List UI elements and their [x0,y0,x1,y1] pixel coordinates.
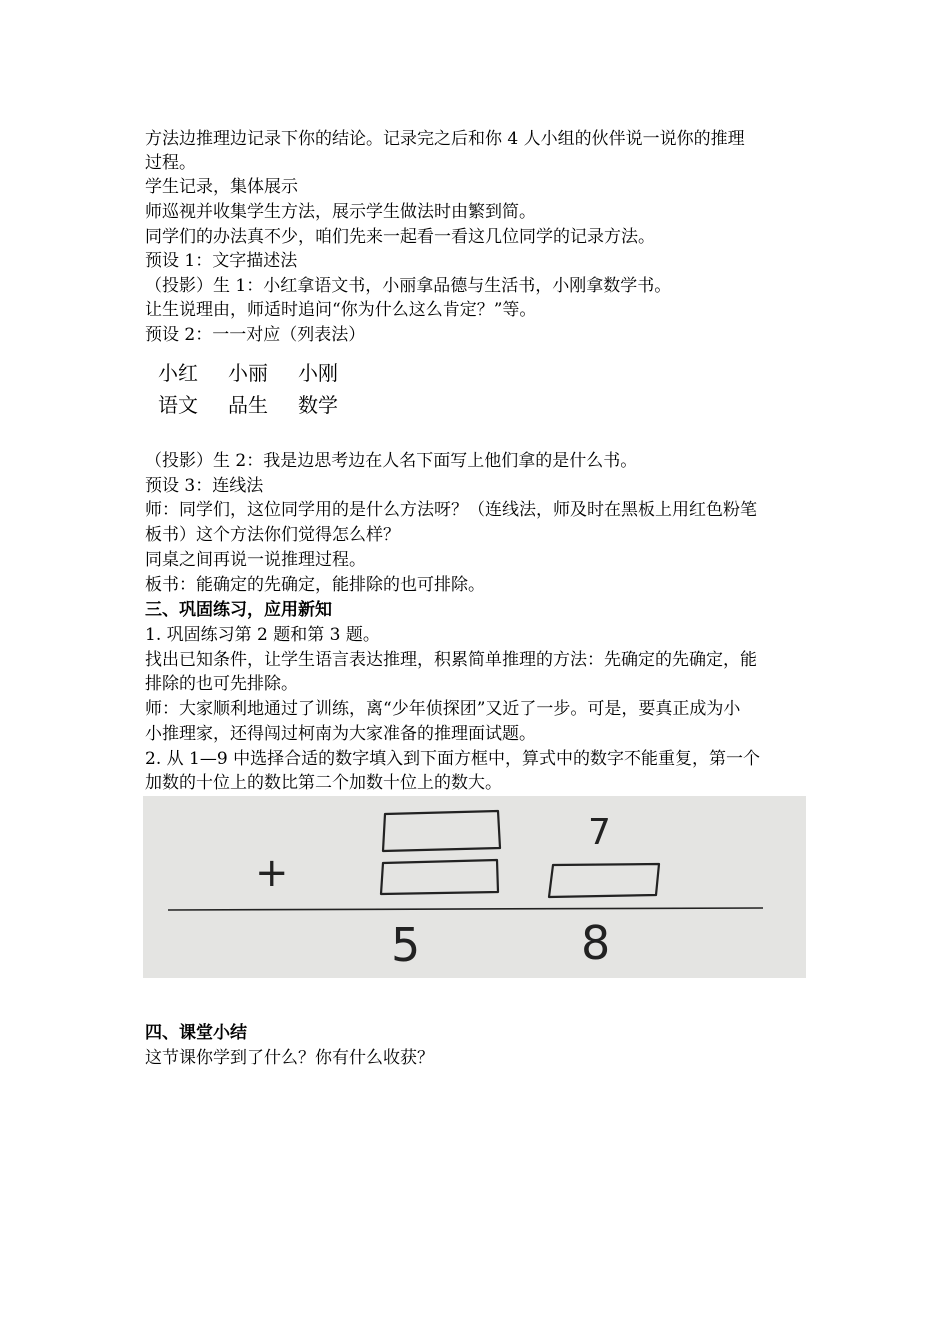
paragraph-line: 过程。 [145,153,196,173]
paragraph-line: （投影）生 2：我是边思考边在人名下面写上他们拿的是什么书。 [145,451,638,471]
puzzle-digit: 5 [391,918,421,972]
paragraph-line: 预设 1：文字描述法 [145,251,298,271]
table-row-names [158,359,368,387]
paragraph-line: 同学们的办法真不少，咱们先来一起看一看这几位同学的记录方法。 [145,227,655,247]
paragraph-line: 这节课你学到了什么？你有什么收获？ [145,1048,434,1068]
puzzle-digit: 7 [588,812,611,853]
paragraph-line: 1. 巩固练习第 2 题和第 3 题。 [145,625,380,645]
paragraph-line: 学生记录，集体展示 [145,177,298,197]
paragraph-line: 师巡视并收集学生方法，展示学生做法时由繁到简。 [145,202,536,222]
section-heading: 四、课堂小结 [145,1023,247,1043]
paragraph-line: 同桌之间再说一说推理过程。 [145,550,366,570]
paragraph-line: 让生说理由，师适时追问“你为什么这么肯定？”等。 [145,300,537,320]
puzzle-digit: 8 [581,916,611,970]
table-cell: 语文 [158,393,198,417]
paragraph-line: 排除的也可先排除。 [145,674,298,694]
table-cell: 数学 [298,393,338,417]
blank-box [383,811,500,851]
table-cell: 小刚 [298,361,338,385]
table-row-books [158,391,368,419]
paragraph-line: 加数的十位上的数比第二个加数十位上的数大。 [145,773,502,793]
blank-box [381,860,498,894]
paragraph-line: 找出已知条件，让学生语言表达推理，积累简单推理的方法：先确定的先确定，能 [145,650,757,670]
table-cell: 品生 [228,393,268,417]
paragraph-line: 小推理家，还得闯过柯南为大家准备的推理面试题。 [145,724,536,744]
paragraph-line: 预设 3：连线法 [145,476,264,496]
table-cell: 小丽 [228,361,268,385]
plus-sign: + [255,850,289,896]
section-heading: 三、巩固练习，应用新知 [145,600,332,620]
paragraph-line: 师：大家顺利地通过了训练，离“少年侦探团”又近了一步。可是，要真正成为小 [145,699,741,719]
paragraph-line: 方法边推理边记录下你的结论。记录完之后和你 4 人小组的伙伴说一说你的推理 [145,129,745,149]
blank-box [549,864,659,897]
paragraph-line: 师：同学们，这位同学用的是什么方法呀？（连线法，师及时在黑板上用红色粉笔 [145,500,757,520]
paragraph-line: 预设 2：一一对应（列表法） [145,325,366,345]
paragraph-line: 2. 从 1—9 中选择合适的数字填入到下面方框中，算式中的数字不能重复，第一个 [145,749,761,769]
table-cell: 小红 [158,361,198,385]
paragraph-line: 板书：能确定的先确定，能排除的也可排除。 [145,575,485,595]
sum-line [168,908,763,910]
paragraph-line: （投影）生 1：小红拿语文书，小丽拿品德与生活书，小刚拿数学书。 [145,276,672,296]
paragraph-line: 板书）这个方法你们觉得怎么样？ [145,525,400,545]
addition-puzzle-photo [143,796,806,978]
